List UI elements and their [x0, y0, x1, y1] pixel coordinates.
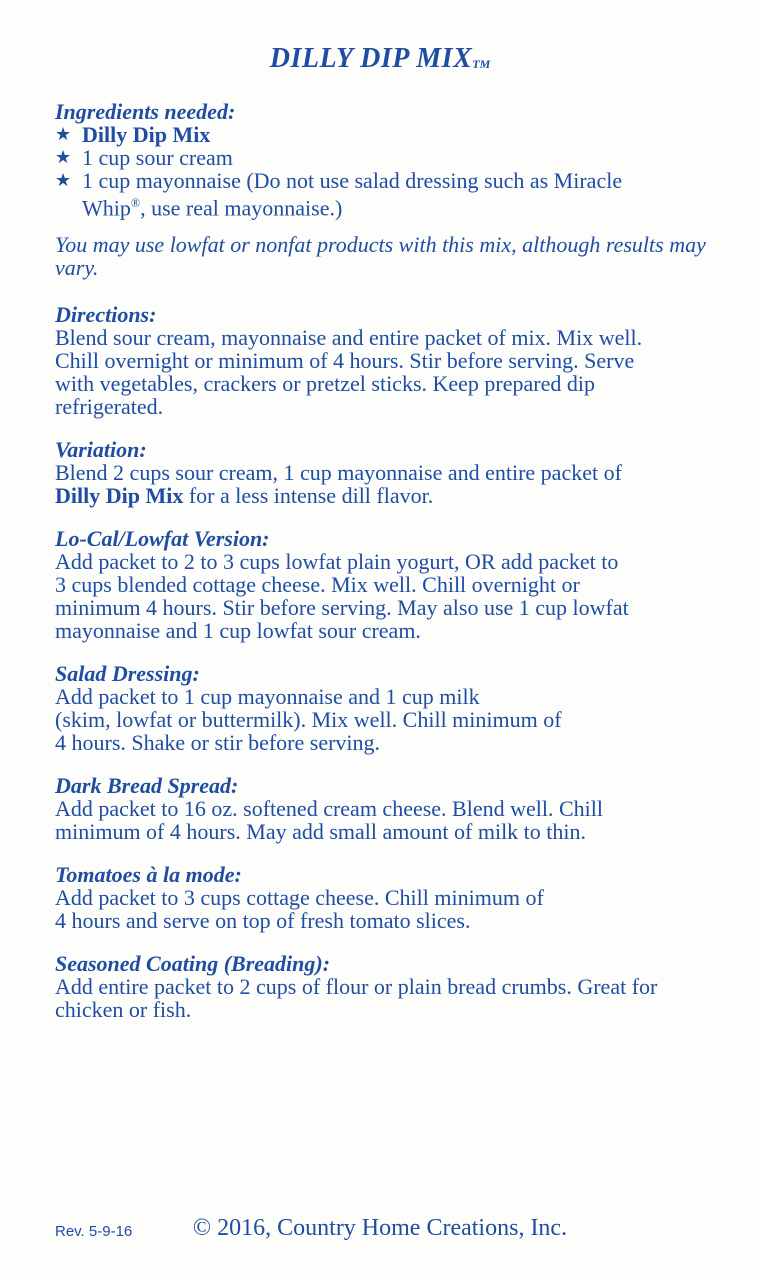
page-title [0, 44, 760, 78]
product-name: DILLY DIP MIX [269, 43, 473, 74]
text-line: vary. [55, 255, 99, 281]
text-segment: Dilly Dip Mix [55, 483, 184, 509]
section-heading: Salad Dressing: [55, 661, 200, 687]
footer [0, 1211, 760, 1245]
text-segment: , use real mayonnaise.) [140, 195, 343, 221]
recipe-section [55, 303, 760, 418]
section-body [55, 886, 760, 932]
recipe-section [55, 863, 760, 932]
text-line: minimum 4 hours. Stir before serving. May also use 1 cup lowfat [55, 595, 629, 621]
section-body [55, 550, 760, 642]
recipe-section [55, 662, 760, 754]
recipe-section [55, 438, 760, 507]
recipe-section [55, 527, 760, 642]
ingredient-text [82, 123, 760, 146]
text-line: (skim, lowfat or buttermilk). Mix well. Chill minimum of [55, 707, 562, 733]
text-line: 3 cups blended cottage cheese. Mix well. Chill overnight or [55, 572, 580, 598]
text-line: 4 hours and serve on top of fresh tomato slices. [55, 908, 471, 934]
ingredient-text [82, 169, 760, 219]
text-line: with vegetables, crackers or pretzel sticks. Keep prepared dip [55, 371, 595, 397]
recipe-section [55, 774, 760, 843]
section-heading: Dark Bread Spread: [55, 773, 239, 799]
text-line: 4 hours. Shake or stir before serving. [55, 730, 381, 756]
ingredient-item [55, 169, 760, 219]
section-heading: Variation: [55, 437, 147, 463]
text-segment: for a less intense dill flavor. [183, 483, 434, 509]
text-line [82, 192, 760, 219]
trademark-symbol: TM [472, 57, 491, 71]
ingredients-list [55, 123, 760, 219]
text-line: 1 cup sour cream [82, 145, 233, 170]
ingredient-item [55, 123, 760, 146]
section-heading: Tomatoes à la mode: [55, 862, 242, 888]
text-segment: Whip [82, 195, 131, 221]
ingredients-section [55, 100, 760, 219]
section-heading: Directions: [55, 302, 157, 328]
section-heading: Seasoned Coating (Breading): [55, 951, 331, 977]
text-line: Blend 2 cups sour cream, 1 cup mayonnaise and entire packet of [55, 460, 622, 486]
lowfat-note [55, 233, 760, 279]
text-line: refrigerated. [55, 394, 164, 420]
ingredients-heading: Ingredients needed: [55, 99, 236, 124]
text-line [82, 123, 760, 146]
text-line: Add packet to 2 to 3 cups lowfat plain yogurt, OR add packet to [55, 549, 619, 575]
ingredient-item [55, 146, 760, 169]
star-bullet-icon: ★ [55, 124, 72, 144]
star-bullet-icon: ★ [55, 147, 72, 167]
text-line: Chill overnight or minimum of 4 hours. Stir before serving. Serve [55, 348, 635, 374]
text-line: Add entire packet to 2 cups of flour or plain bread crumbs. Great for [55, 974, 658, 1000]
text-segment: ® [130, 196, 141, 210]
section-body [55, 975, 760, 1021]
text-line: Blend sour cream, mayonnaise and entire packet of mix. Mix well. [55, 325, 643, 351]
section-body [55, 461, 760, 507]
section-heading: Lo-Cal/Lowfat Version: [55, 526, 270, 552]
ingredient-text [82, 146, 760, 169]
text-line: 1 cup mayonnaise (Do not use salad dressing such as Miracle [82, 168, 623, 193]
text-line: You may use lowfat or nonfat products with this mix, although results may [55, 232, 706, 258]
section-body [55, 326, 760, 418]
recipe-sections [55, 303, 760, 1021]
copyright-text: © 2016, Country Home Creations, Inc. [192, 1215, 568, 1241]
text-line: mayonnaise and 1 cup lowfat sour cream. [55, 618, 421, 644]
text-line: Add packet to 1 cup mayonnaise and 1 cup milk [55, 684, 480, 710]
recipe-section [55, 952, 760, 1021]
text-segment: Dilly Dip Mix [82, 122, 211, 147]
text-line: chicken or fish. [55, 997, 192, 1023]
text-line: Add packet to 3 cups cottage cheese. Chill minimum of [55, 885, 544, 911]
revision-label: Rev. 5-9-16 [55, 1223, 133, 1240]
section-body [55, 797, 760, 843]
text-line: minimum of 4 hours. May add small amount of milk to thin. [55, 819, 587, 845]
section-body [55, 685, 760, 754]
star-bullet-icon: ★ [55, 170, 72, 190]
text-line: Add packet to 16 oz. softened cream cheese. Blend well. Chill [55, 796, 603, 822]
text-line [55, 484, 760, 507]
